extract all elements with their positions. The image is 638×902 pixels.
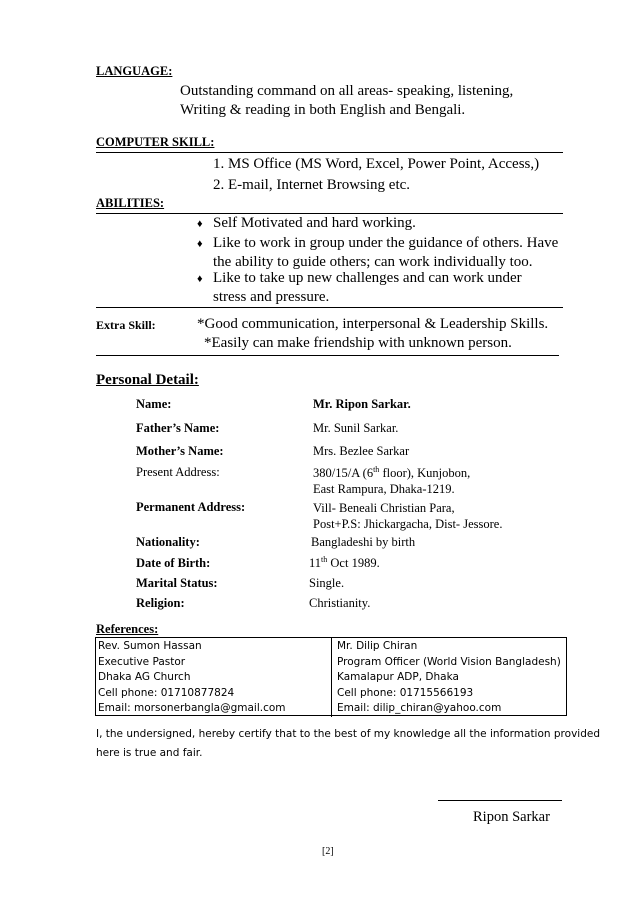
references-divider: [331, 638, 332, 717]
religion-value: Christianity.: [309, 596, 371, 610]
ability-item: [213, 269, 565, 307]
date-of-birth-label: Date of Birth:: [136, 556, 211, 570]
name-label: Name:: [136, 397, 172, 411]
page-number: [2]: [322, 846, 334, 857]
father-name-value: Mr. Sunil Sarkar.: [313, 421, 399, 435]
name-value: Mr. Ripon Sarkar.: [313, 397, 411, 411]
bullet-diamond-icon: ♦: [197, 218, 203, 230]
present-address-text: floor), Kunjobon,: [379, 466, 471, 480]
ability-item: [213, 234, 565, 272]
ability-line: Like to work in group under the guidance of others. Have: [213, 235, 559, 251]
permanent-address-line: Vill- Beneali Christian Para,: [313, 501, 455, 515]
nationality-label: Nationality:: [136, 535, 200, 549]
computer-skill-heading: [96, 135, 214, 150]
declaration-text: [96, 725, 600, 763]
reference-line: Kamalapur ADP, Dhaka: [337, 671, 459, 683]
reference-line: Mr. Dilip Chiran: [337, 640, 418, 652]
ordinal-suffix: th: [373, 464, 380, 474]
bullet-diamond-icon: ♦: [197, 273, 203, 285]
reference-line: Executive Pastor: [98, 655, 186, 668]
language-text: [180, 82, 513, 120]
dob-rest: Oct 1989.: [327, 556, 380, 570]
date-of-birth-value: [309, 556, 380, 571]
reference-line: Email: dilip_chiran@yahoo.com: [337, 702, 502, 714]
reference-line: Dhaka AG Church: [98, 671, 191, 683]
reference-line: Cell phone: 01715566193: [337, 686, 474, 699]
bullet-diamond-icon: ♦: [197, 238, 203, 250]
reference-line: Program Officer (World Vision Bangladesh): [337, 655, 561, 668]
ordinal-suffix: th: [321, 554, 328, 564]
reference-line: Email: morsonerbangla@gmail.com: [98, 702, 286, 714]
abilities-heading-text: ABILITIES:: [96, 196, 165, 210]
signature-line: [438, 800, 562, 801]
references-table: [95, 637, 567, 716]
ability-line: stress and pressure.: [213, 289, 330, 305]
nationality-value: Bangladeshi by birth: [311, 535, 416, 549]
language-line: Writing & reading in both English and Bengali.: [180, 102, 466, 118]
ability-line: the ability to guide others; can work individually too.: [213, 254, 533, 270]
declaration-line: here is true and fair.: [96, 747, 203, 759]
computer-skill-item: 1. MS Office (MS Word, Excel, Power Point, Access,): [213, 156, 540, 172]
present-address-value: [313, 465, 470, 497]
divider-line: [96, 355, 559, 356]
ability-line: Like to take up new challenges and can work under: [213, 270, 522, 286]
language-heading-text: LANGUAGE:: [96, 64, 173, 78]
ability-item: Self Motivated and hard working.: [213, 215, 416, 231]
father-name-label: Father’s Name:: [136, 421, 220, 435]
present-address-label: Present Address:: [136, 465, 220, 479]
permanent-address-label: Permanent Address:: [136, 500, 246, 514]
language-heading: [96, 64, 172, 79]
religion-label: Religion:: [136, 596, 185, 610]
abilities-heading: [96, 196, 164, 211]
extra-skill-line: *Good communication, interpersonal & Leadership Skills.: [197, 316, 549, 332]
present-address-line: East Rampura, Dhaka-1219.: [313, 482, 455, 496]
divider-line: [96, 307, 563, 308]
mother-name-label: Mother’s Name:: [136, 444, 224, 458]
marital-status-label: Marital Status:: [136, 576, 218, 590]
language-line: Outstanding command on all areas- speaking, listening,: [180, 83, 514, 99]
reference-line: Rev. Sumon Hassan: [98, 640, 202, 652]
permanent-address-value: [313, 500, 502, 532]
personal-detail-heading: Personal Detail:: [96, 372, 199, 388]
divider-line: [96, 152, 563, 153]
extra-skill-label: Extra Skill:: [96, 318, 156, 332]
permanent-address-line: Post+P.S: Jhickargacha, Dist- Jessore.: [313, 517, 503, 531]
present-address-text: 380/15/A (6: [313, 466, 374, 480]
reference-left: [98, 639, 286, 717]
declaration-line: I, the undersigned, hereby certify that to the best of my knowledge all the information provided: [96, 728, 600, 740]
extra-skill-line: *Easily can make friendship with unknown person.: [204, 335, 512, 351]
signature-name: Ripon Sarkar: [473, 809, 550, 825]
present-address-line: [313, 465, 470, 481]
computer-skill-heading-text: COMPUTER SKILL:: [96, 135, 215, 149]
mother-name-value: Mrs. Bezlee Sarkar: [313, 444, 410, 458]
reference-line: Cell phone: 01710877824: [98, 686, 235, 699]
marital-status-value: Single.: [309, 576, 345, 590]
references-heading: References:: [96, 622, 159, 636]
computer-skill-item: 2. E-mail, Internet Browsing etc.: [213, 177, 411, 193]
reference-right: [337, 639, 561, 717]
dob-day: 11: [309, 556, 322, 570]
